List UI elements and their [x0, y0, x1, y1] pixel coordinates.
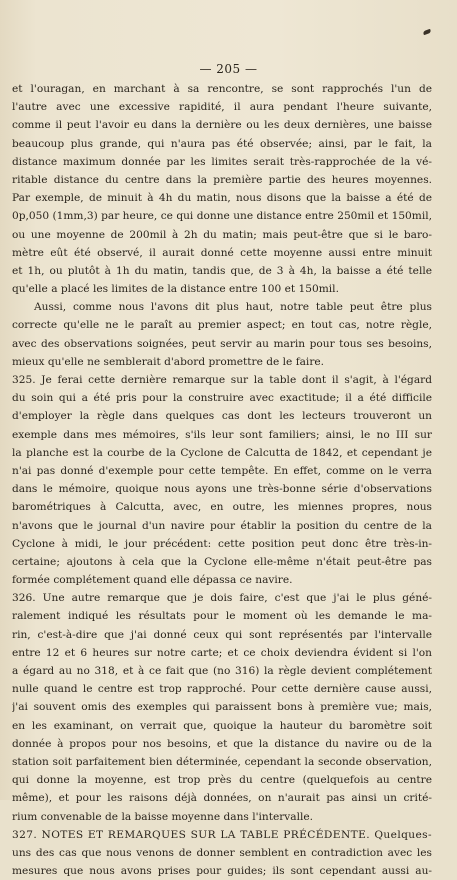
- text-line: ritable distance du centre dans la première partie des heures moyennes.: [12, 173, 432, 186]
- text-line: ralement indiqué les résultats pour le moment où les demande le ma-: [12, 610, 432, 623]
- text-line: station soit parfaitement bien déterminée, cependant la seconde observation,: [12, 755, 432, 768]
- text-line: mesures que nous avons prises pour guides; ils sont cependant aussi au-: [12, 865, 432, 878]
- text-line: du soin qui a été pris pour la construire avec exactitude; il a été difficile: [12, 392, 432, 405]
- text-line: a égard au no 318, et à ce fait que (no 316) la règle devient complétement: [12, 665, 432, 677]
- text-line: j'ai souvent omis des exemples qui paraissent bons à première vue; mais,: [12, 701, 432, 714]
- text-line: 327. NOTES ET REMARQUES SUR LA TABLE PRÉCÉDENTE. Quelques-: [12, 828, 432, 841]
- text-line: mieux qu'elle ne semblerait d'abord promettre de le faire.: [12, 355, 325, 368]
- text-line: n'avons que le journal d'un navire pour établir la position du centre de la: [12, 519, 432, 532]
- text-line: beaucoup plus grande, qui n'aura pas été observée; ainsi, par le fait, la: [12, 137, 432, 150]
- text-line: qu'elle a placé les limites de la distance entre 100 et 150mil.: [12, 283, 339, 296]
- text-line: uns des cas que nous venons de donner semblent en contradiction avec les: [12, 846, 432, 859]
- text-line: exemple dans mes mémoires, s'ils leur sont familiers; ainsi, le no III sur: [12, 428, 432, 441]
- text-line: donnée à propos pour nos besoins, et que la distance du navire ou de la: [12, 737, 432, 750]
- text-line: n'ai pas donné d'exemple pour cette tempête. En effet, comme on le verra: [12, 464, 432, 477]
- text-line: et 1h, ou plutôt à 1h du matin, tandis que, de 3 à 4h, la baisse a été telle: [12, 264, 432, 277]
- text-line: Par exemple, de minuit à 4h du matin, nous disons que la baisse a été de: [12, 192, 432, 205]
- text-line: 326. Une autre remarque que je dois faire, c'est que j'ai le plus géné-: [12, 592, 432, 605]
- text-line: entre 12 et 6 heures sur notre carte; et ce choix deviendra évident si l'on: [12, 646, 432, 659]
- text-line: 0p,050 (1mm,3) par heure, ce qui donne une distance entre 250mil et 150mil,: [12, 210, 432, 223]
- text-line: ou une moyenne de 200mil à 2h du matin; mais peut-être que si le baro-: [12, 228, 432, 241]
- text-line: rium convenable de la baisse moyenne dans l'intervalle.: [12, 810, 314, 823]
- text-line: distance maximum donnée par les limites serait très-rapprochée de la vé-: [12, 155, 432, 168]
- text-line: 325. Je ferai cette dernière remarque sur la table dont il s'agit, à l'égard: [12, 374, 432, 386]
- text-line: même), et pour les raisons déjà données, on n'aurait pas ainsi un crité-: [12, 792, 432, 805]
- text-line: mètre eût été observé, il aurait donné cette moyenne aussi entre minuit: [12, 246, 432, 259]
- text-line: Cyclone à midi, le jour précédent: cette position peut donc être très-in-: [12, 537, 432, 550]
- text-line: rin, c'est-à-dire que j'ai donné ceux qui sont représentés par l'intervalle: [12, 628, 432, 641]
- text-line: l'autre avec une excessive rapidité, il aura pendant l'heure suivante,: [12, 101, 432, 114]
- text-line: comme il peut l'avoir eu dans la dernière ou les deux dernières, une baisse: [12, 119, 432, 132]
- text-line: et l'ouragan, en marchant à sa rencontre, se sont rapprochés l'un de: [12, 83, 432, 95]
- body-text: [12, 80, 432, 880]
- text-line: formée complétement quand elle dépassa ce navire.: [12, 574, 293, 587]
- text-line: qui donne la moyenne, est trop près du centre (quelquefois au centre: [12, 774, 432, 787]
- text-line: la planche est la courbe de la Cyclone de Calcutta de 1842, et cependant je: [12, 446, 432, 459]
- text-line: en les examinant, on verrait que, quoique la hauteur du baromètre soit: [12, 719, 432, 732]
- text-line: Aussi, comme nous l'avons dit plus haut, notre table peut être plus: [34, 301, 432, 314]
- ink-mark: [423, 29, 432, 35]
- text-line: avec des observations soignées, peut servir au marin pour tous ses besoins,: [12, 337, 432, 350]
- text-line: correcte qu'elle ne le paraît au premier aspect; en tout cas, notre règle,: [12, 319, 432, 332]
- text-line: certaine; ajoutons à cela que la Cyclone elle-même n'était peut-être pas: [12, 555, 432, 568]
- text-line: d'employer la règle dans quelques cas dont les lecteurs trouveront un: [12, 410, 432, 423]
- page-number: — 205 —: [199, 62, 258, 76]
- text-line: barométriques à Calcutta, avec, en outre, les miennes propres, nous: [12, 501, 432, 514]
- text-line: dans le mémoire, quoique nous ayons une très-bonne série d'observations: [12, 483, 432, 496]
- text-line: nulle quand le centre est trop rapproché. Pour cette dernière cause aussi,: [12, 683, 432, 696]
